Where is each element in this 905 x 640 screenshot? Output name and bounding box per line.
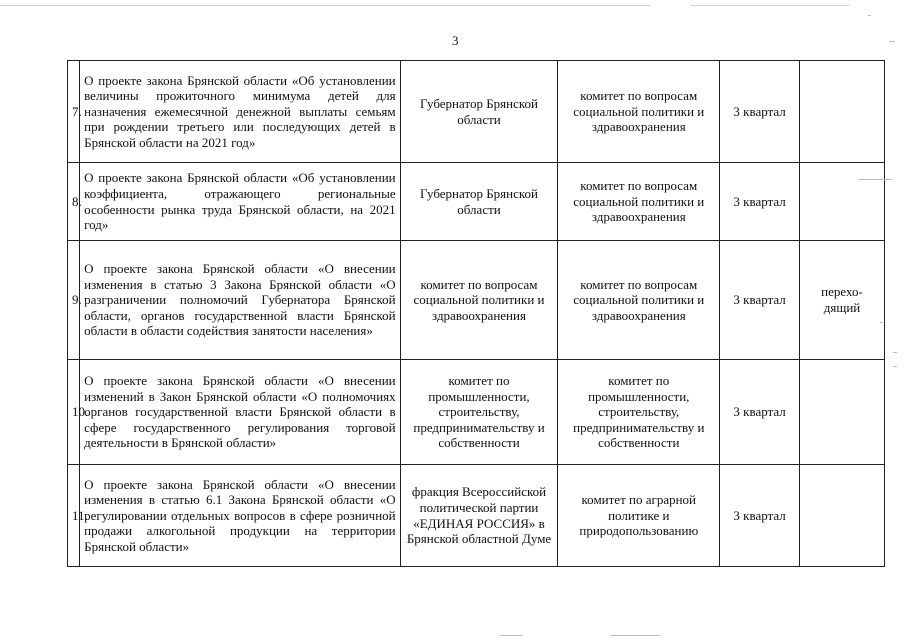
table-row [68, 163, 885, 241]
table-row [68, 61, 885, 163]
responsible-committee: комитет по вопросам социальной политики и здравоохранения [558, 163, 720, 241]
page-number: 3 [452, 33, 459, 48]
scan-artifact [610, 635, 660, 636]
deadline-term: 3 квартал [720, 465, 800, 567]
table-row [68, 360, 885, 465]
bill-title: О проекте закона Брянской области «Об установлении величины прожиточного минимума детей для назначения ежемесячной денежной выплаты семьям при рождении третьего или последующих детей в Брянской области на 2021 год» [80, 61, 401, 163]
deadline-term: 3 квартал [720, 61, 800, 163]
deadline-term: 3 квартал [720, 163, 800, 241]
bill-title: О проекте закона Брянской области «Об установлении коэффициента, отражающего региональные особенности рынка труда Брянской области, на 2021 год» [80, 163, 401, 241]
row-note [800, 163, 885, 241]
row-number: 10. [68, 360, 80, 465]
table-row [68, 241, 885, 360]
row-note [800, 61, 885, 163]
row-number: 9. [68, 241, 80, 360]
scan-artifact [500, 635, 522, 636]
bill-title: О проекте закона Брянской области «О внесении изменений в Закон Брянской области «О полномочиях органов государственной власти Брянской области в сфере государственного регулирования торговой деятельности в Брянской области» [80, 360, 401, 465]
scan-artifact [893, 352, 897, 353]
row-note: перехо-дящий [800, 241, 885, 360]
bill-initiator: Губернатор Брянской области [400, 163, 558, 241]
bill-title: О проекте закона Брянской области «О внесении изменения в статью 6.1 Закона Брянской области «О регулировании отдельных вопросов в сфере розничной продажи алкогольной продукции на территории Брянской области» [80, 465, 401, 567]
scan-artifact [889, 41, 895, 42]
scan-artifact [893, 366, 897, 367]
responsible-committee: комитет по вопросам социальной политики и здравоохранения [558, 241, 720, 360]
bill-title: О проекте закона Брянской области «О внесении изменения в статью 3 Закона Брянской области «О разграничении полномочий Губернатора Брянской области, органов государственной власти Брянской области в области содействия занятости населения» [80, 241, 401, 360]
responsible-committee: комитет по промышленности, строительству, предпринимательству и собственности [558, 360, 720, 465]
row-number: 8. [68, 163, 80, 241]
scan-edge-line [0, 5, 650, 6]
responsible-committee: комитет по вопросам социальной политики и здравоохранения [558, 61, 720, 163]
row-number: 7. [68, 61, 80, 163]
scan-artifact [858, 179, 892, 180]
row-note [800, 360, 885, 465]
scan-edge-line [690, 5, 850, 6]
scan-artifact [880, 322, 883, 323]
deadline-term: 3 квартал [720, 360, 800, 465]
document-table [67, 60, 885, 567]
responsible-committee: комитет по аграрной политике и природопользованию [558, 465, 720, 567]
bill-initiator: комитет по вопросам социальной политики и здравоохранения [400, 241, 558, 360]
bill-initiator: Губернатор Брянской области [400, 61, 558, 163]
deadline-term: 3 квартал [720, 241, 800, 360]
bill-initiator: фракция Всероссийской политической партии «ЕДИНАЯ РОССИЯ» в Брянской областной Думе [400, 465, 558, 567]
table-row [68, 465, 885, 567]
row-number: 11. [68, 465, 80, 567]
bill-initiator: комитет по промышленности, строительству, предпринимательству и собственности [400, 360, 558, 465]
scan-artifact [868, 15, 871, 16]
row-note [800, 465, 885, 567]
